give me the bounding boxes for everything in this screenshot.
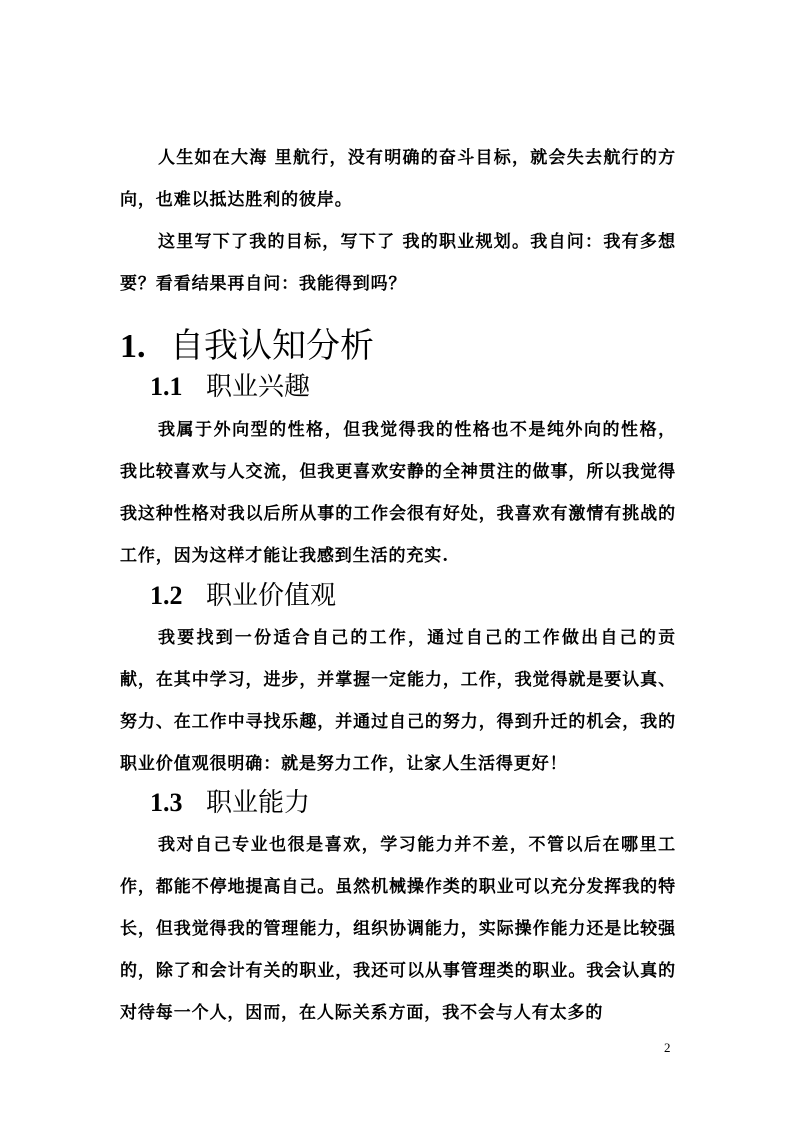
section-number: 1. [120,328,146,365]
subsection-body-1-3: 我对自己专业也很是喜欢，学习能力并不差，不管以后在哪里工作，都能不停地提高自己。虽然机械操作类的职业可以充分发挥我的特长，但我觉得我的管理能力，组织协调能力，实际操作能力还是比较强的，除了和会计有关的职业，我还可以从事管理类的职业。我会认真的对待每一个人，因而，在人际关系方面，我不会与人有太多的 [120,835,676,1023]
intro-paragraph-1: 人生如在大海 里航行，没有明确的奋斗目标，就会失去航行的方向，也难以抵达胜利的彼岸。 [120,148,676,210]
intro-paragraph-2: 这里写下了我的目标，写下了 我的职业规划。我自问：我有多想要？看看结果再自问：我能得到吗？ [120,232,676,294]
subsection-heading-1-3 [150,783,310,823]
page-number: 2 [664,1040,671,1055]
subsection-number: 1.3 [150,788,183,817]
subsection-number: 1.2 [150,581,183,610]
subsection-title: 职业能力 [206,788,311,818]
subsection-body-1-2: 我要找到一份适合自己的工作，通过自己的工作做出自己的贡献，在其中学习，进步，并掌握一定能力，工作，我觉得就是要认真、努力、在工作中寻找乐趣，并通过自己的努力，得到升迁的机会，我的职业价值观很明确：就是努力工作，让家人生活得更好！ [120,628,676,774]
subsection-number: 1.1 [150,372,183,401]
subsection-heading-1-2 [150,576,336,616]
subsection-heading-1-1 [150,367,310,407]
subsection-title: 职业价值观 [206,581,337,611]
section-title: 自我认知分析 [170,326,374,366]
section-heading-1 [120,322,374,371]
subsection-body-1-1: 我属于外向型的性格，但我觉得我的性格也不是纯外向的性格，我比较喜欢与人交流，但我更喜欢安静的全神贯注的做事，所以我觉得我这种性格对我以后所从事的工作会很有好处，我喜欢有激情有挑战的工作，因为这样才能让我感到生活的充实. [120,420,676,566]
subsection-title: 职业兴趣 [206,372,311,402]
